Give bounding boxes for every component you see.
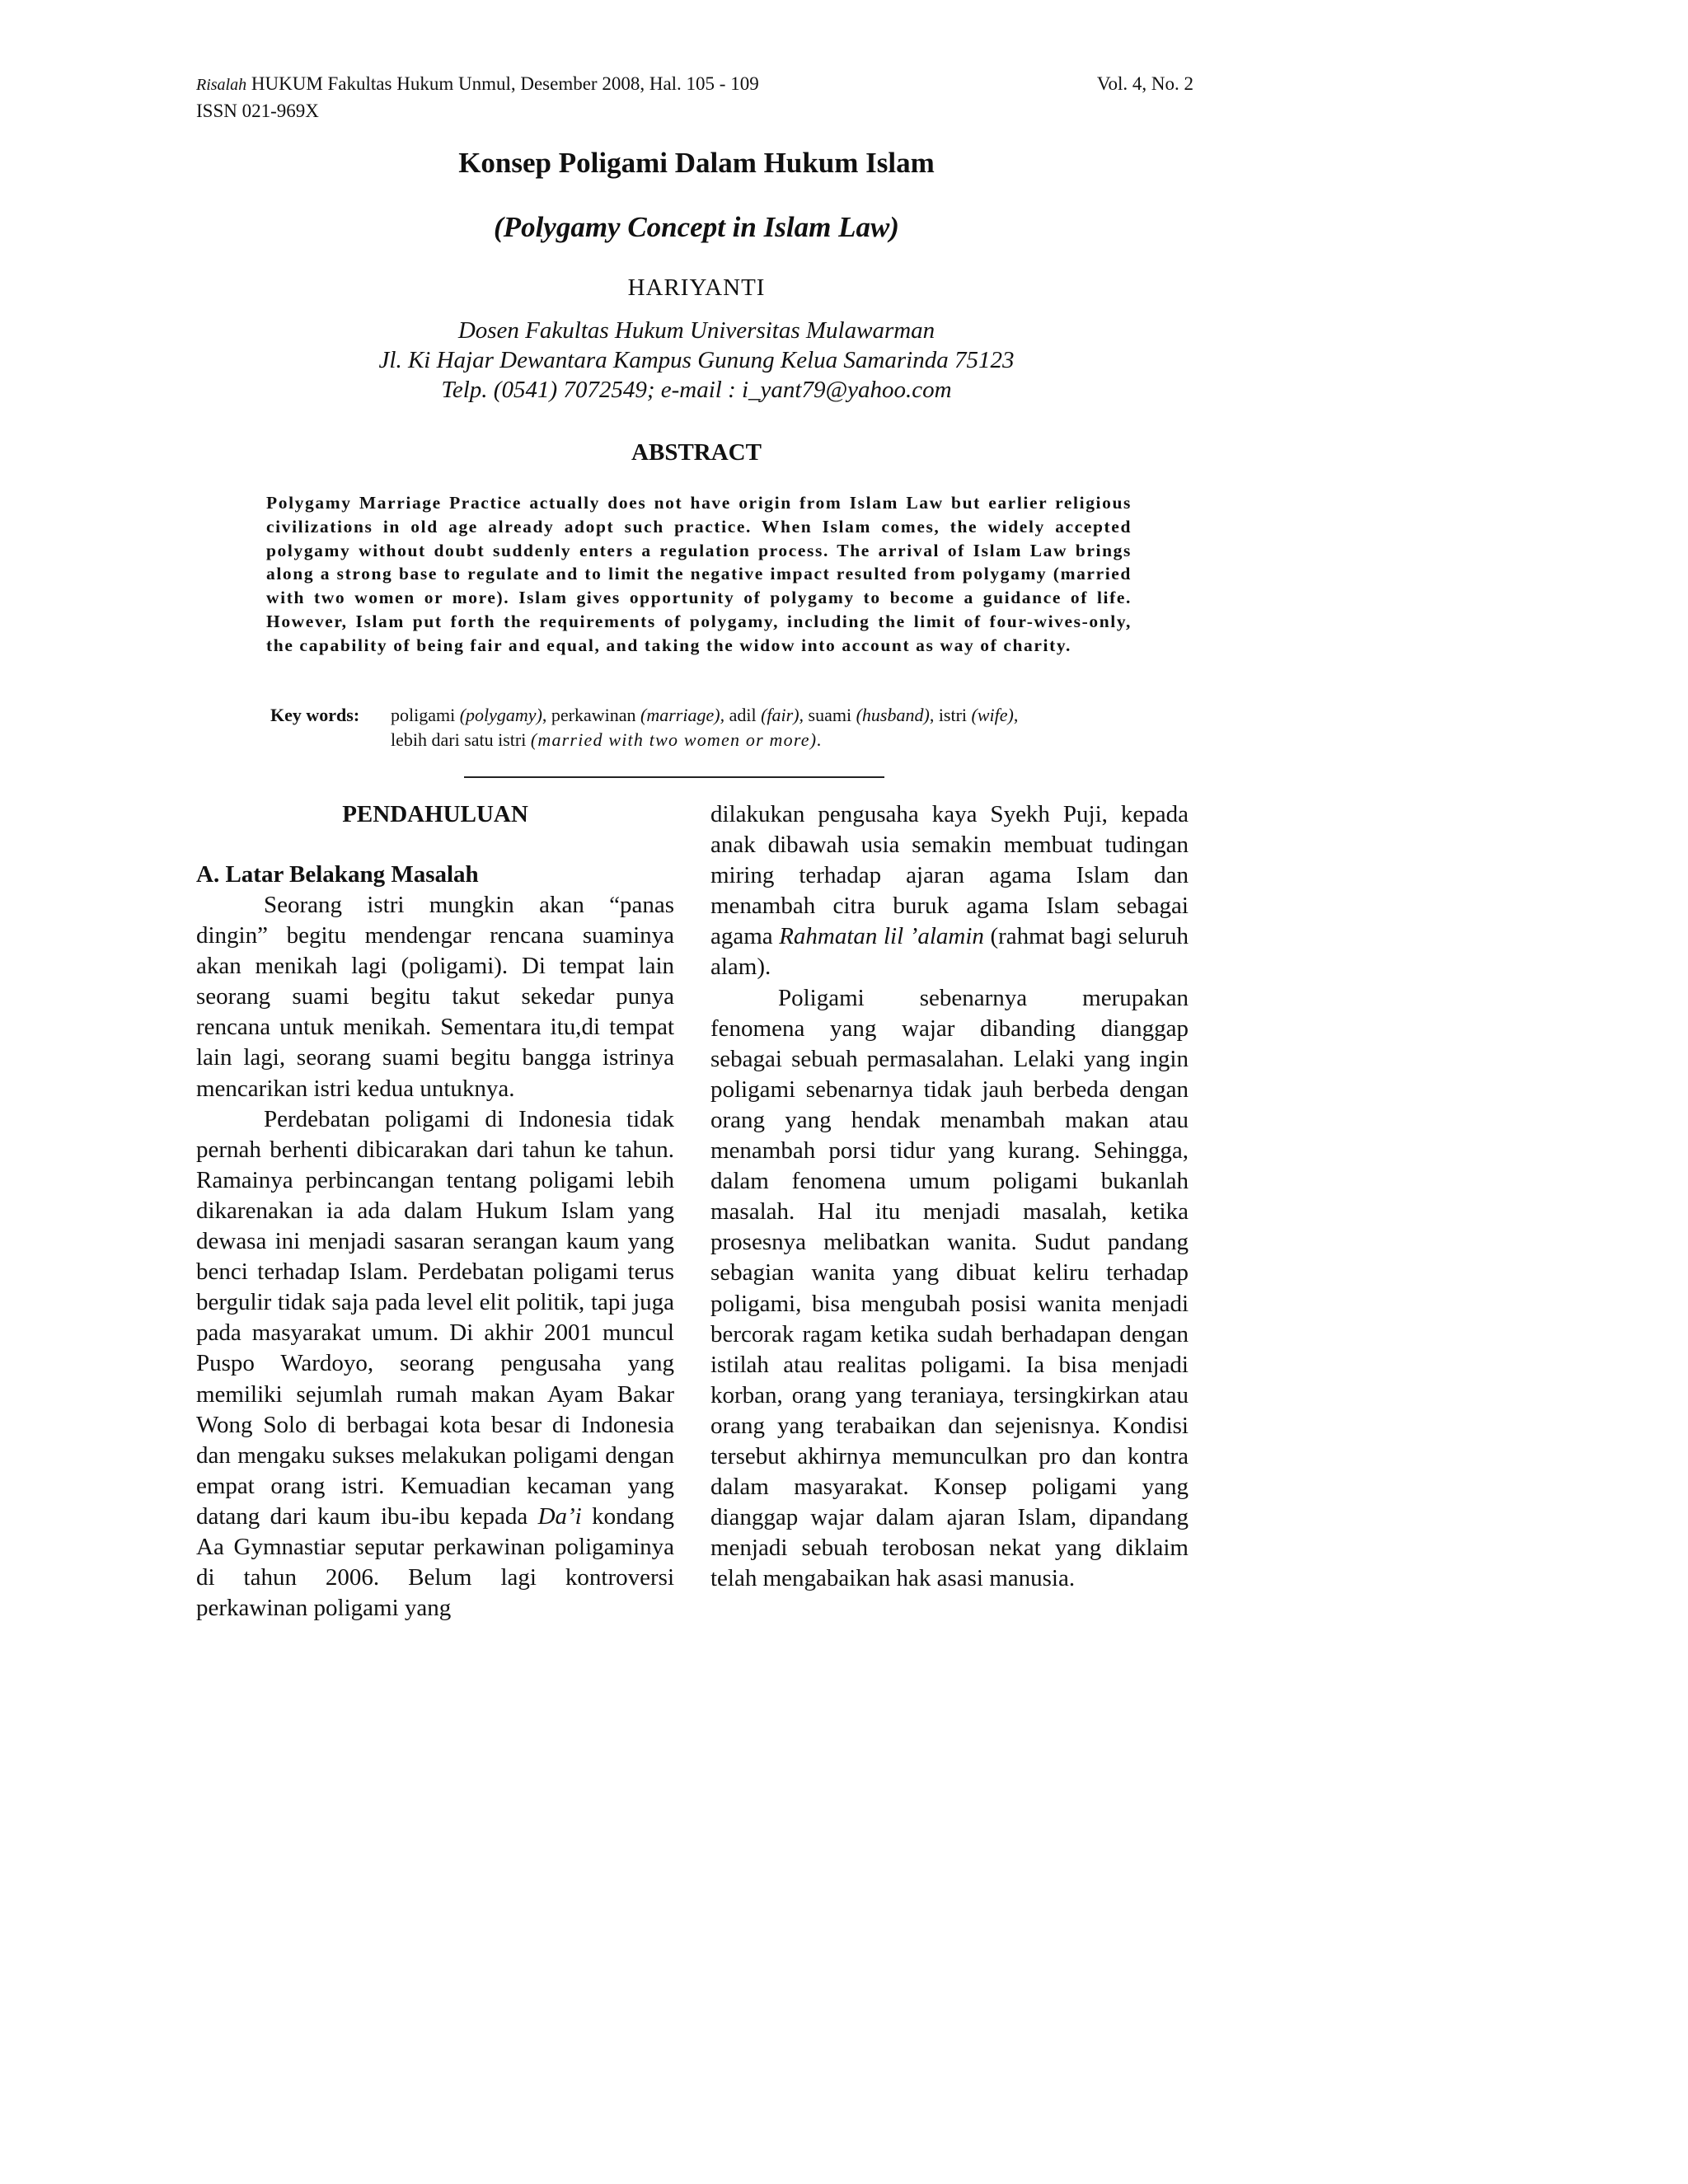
keyword-term: , perkawinan bbox=[542, 705, 641, 725]
author-name: HARIYANTI bbox=[627, 274, 766, 301]
journal-volume: Vol. 4, No. 2 bbox=[1096, 73, 1193, 94]
abstract-heading: ABSTRACT bbox=[631, 439, 762, 466]
paragraph-italic-term: Rahmatan lil ’alamin bbox=[779, 923, 984, 950]
keywords-list bbox=[391, 703, 1136, 752]
section-divider bbox=[464, 776, 884, 778]
paragraph-text: (rahmat bagi seluruh alam). bbox=[710, 923, 1189, 981]
keyword-translation: (fair), bbox=[761, 705, 804, 725]
body-paragraph: Poligami sebenarnya merupakan fenomena yang wajar dibanding dianggap sebagai sebuah permasalahan. Lelaki yang ingin poligami sebenarnya tidak jauh berbeda dengan orang yang hendak menambah makan atau menambah porsi tidur yang kurang. Sehingga, dalam fenomena umum poligami bukanlah masalah. Hal itu menjadi masalah, ketika prosesnya melibatkan wanita. Sudut pandang sebagian wanita yang dibuat keliru terhadap poligami, bisa mengubah posisi wanita menjadi bercorak ragam ketika sudah berhadapan dengan istilah atau realitas poligami. Ia bisa menjadi korban, orang yang teraniaya, tersingkirkan atau orang yang terabaikan dan sejenisnya. Kondisi tersebut akhirnya memunculkan pro dan kontra dalam masyarakat. Konsep poligami yang dianggap wajar dalam ajaran Islam, dipandang menjadi sebuah terobosan nekat yang diklaim telah mengabaikan hak asasi manusia. bbox=[710, 984, 1189, 1592]
title-block bbox=[280, 144, 1113, 469]
keyword-translation: (married with two women or more). bbox=[530, 729, 823, 750]
keywords bbox=[270, 703, 1136, 752]
keyword-term: lebih dari satu istri bbox=[391, 729, 531, 750]
author-affiliation bbox=[280, 316, 1113, 405]
body-column-left bbox=[196, 799, 674, 1624]
keyword-translation: (marriage), bbox=[640, 705, 725, 725]
keyword-translation: (polygamy) bbox=[459, 705, 542, 725]
keyword-translation: (wife) bbox=[971, 705, 1014, 725]
affiliation-line: Dosen Fakultas Hukum Universitas Mulawarman bbox=[457, 317, 935, 344]
keyword-term: suami bbox=[804, 705, 856, 725]
paragraph-italic-term: Da’i bbox=[537, 1502, 582, 1530]
body-column-right bbox=[710, 799, 1189, 1594]
body-paragraph: Seorang istri mungkin akan “panas dingin” begitu mendengar rencana suaminya akan menikah lagi (poligami). Di tempat lain seorang suami begitu takut sekedar punya rencana untuk menikah. Sementara itu,di tempat lain lagi, seorang suami begitu bangga istrinya mencarikan istri kedua untuknya. bbox=[196, 892, 674, 1102]
abstract-text: Polygamy Marriage Practice actually does not have origin from Islam Law but earlier religious civilizations in old age already adopt such practice. When Islam comes, the widely accepted polygamy without doubt suddenly enters a regulation process. The arrival of Islam Law brings along a strong base to regulate and to limit the negative impact resulted from polygamy (married with two women or more). Islam gives opportunity of polygamy to become a guidance of life. However, Islam put forth the requirements of polygamy, including the limit of four-wives-only, the capability of being fair and equal, and taking the widow into account as way of charity. bbox=[266, 493, 1132, 655]
keyword-term: , istri bbox=[929, 705, 972, 725]
article-title: Konsep Poligami Dalam Hukum Islam bbox=[458, 147, 935, 179]
affiliation-line: Jl. Ki Hajar Dewantara Kampus Gunung Kelua Samarinda 75123 bbox=[378, 347, 1015, 373]
keyword-translation: (husband) bbox=[856, 705, 930, 725]
journal-citation-rest: HUKUM Fakultas Hukum Unmul, Desember 2008, Hal. 105 - 109 bbox=[246, 73, 759, 94]
journal-citation bbox=[196, 71, 759, 98]
subsection-heading: A. Latar Belakang Masalah bbox=[196, 861, 479, 888]
body-paragraph bbox=[710, 799, 1189, 983]
keywords-label: Key words: bbox=[270, 705, 360, 725]
body-paragraph bbox=[196, 1104, 674, 1624]
paragraph-text: kondang Aa Gymnastiar seputar perkawinan poligaminya di tahun 2006. Belum lagi kontroversi perkawinan poligami yang bbox=[196, 1502, 674, 1622]
affiliation-line: Telp. (0541) 7072549; e-mail : i_yant79@yahoo.com bbox=[441, 377, 952, 403]
keyword-term: poligami bbox=[391, 705, 460, 725]
keyword-term: adil bbox=[724, 705, 762, 725]
running-header bbox=[196, 71, 1193, 124]
journal-name-italic: Risalah bbox=[196, 76, 247, 94]
paragraph-text: dilakukan pengusaha kaya Syekh Puji, kepada anak dibawah usia semakin membuat tudingan miring terhadap ajaran agama Islam dan menambah citra buruk agama Islam sebagai agama bbox=[710, 801, 1189, 950]
running-header-row bbox=[196, 71, 1193, 98]
journal-issn: ISSN 021-969X bbox=[196, 101, 319, 121]
keyword-separator: , bbox=[1013, 705, 1019, 725]
paragraph-text: Perdebatan poligami di Indonesia tidak pernah berhenti dibicarakan dari tahun ke tahun. Ramainya perbincangan tentang poligami lebih dikarenakan ia ada dalam Hukum Islam yang dewasa ini menjadi sasaran serangan kaum yang benci terhadap Islam. Perdebatan poligami terus bergulir tidak saja pada level elit politik, tapi juga pada masyarakat umum. Di akhir 2001 muncul Puspo Wardoyo, seorang pengusaha yang memiliki sejumlah rumah makan Ayam Bakar Wong Solo di berbagai kota besar di Indonesia dan mengaku sukses melakukan poligami dengan empat orang istri. Kemuadian kecaman yang datang dari kaum ibu-ibu kepada bbox=[196, 1105, 674, 1530]
article-subtitle: (Polygamy Concept in Islam Law) bbox=[494, 211, 899, 243]
section-heading: PENDAHULUAN bbox=[342, 801, 528, 827]
